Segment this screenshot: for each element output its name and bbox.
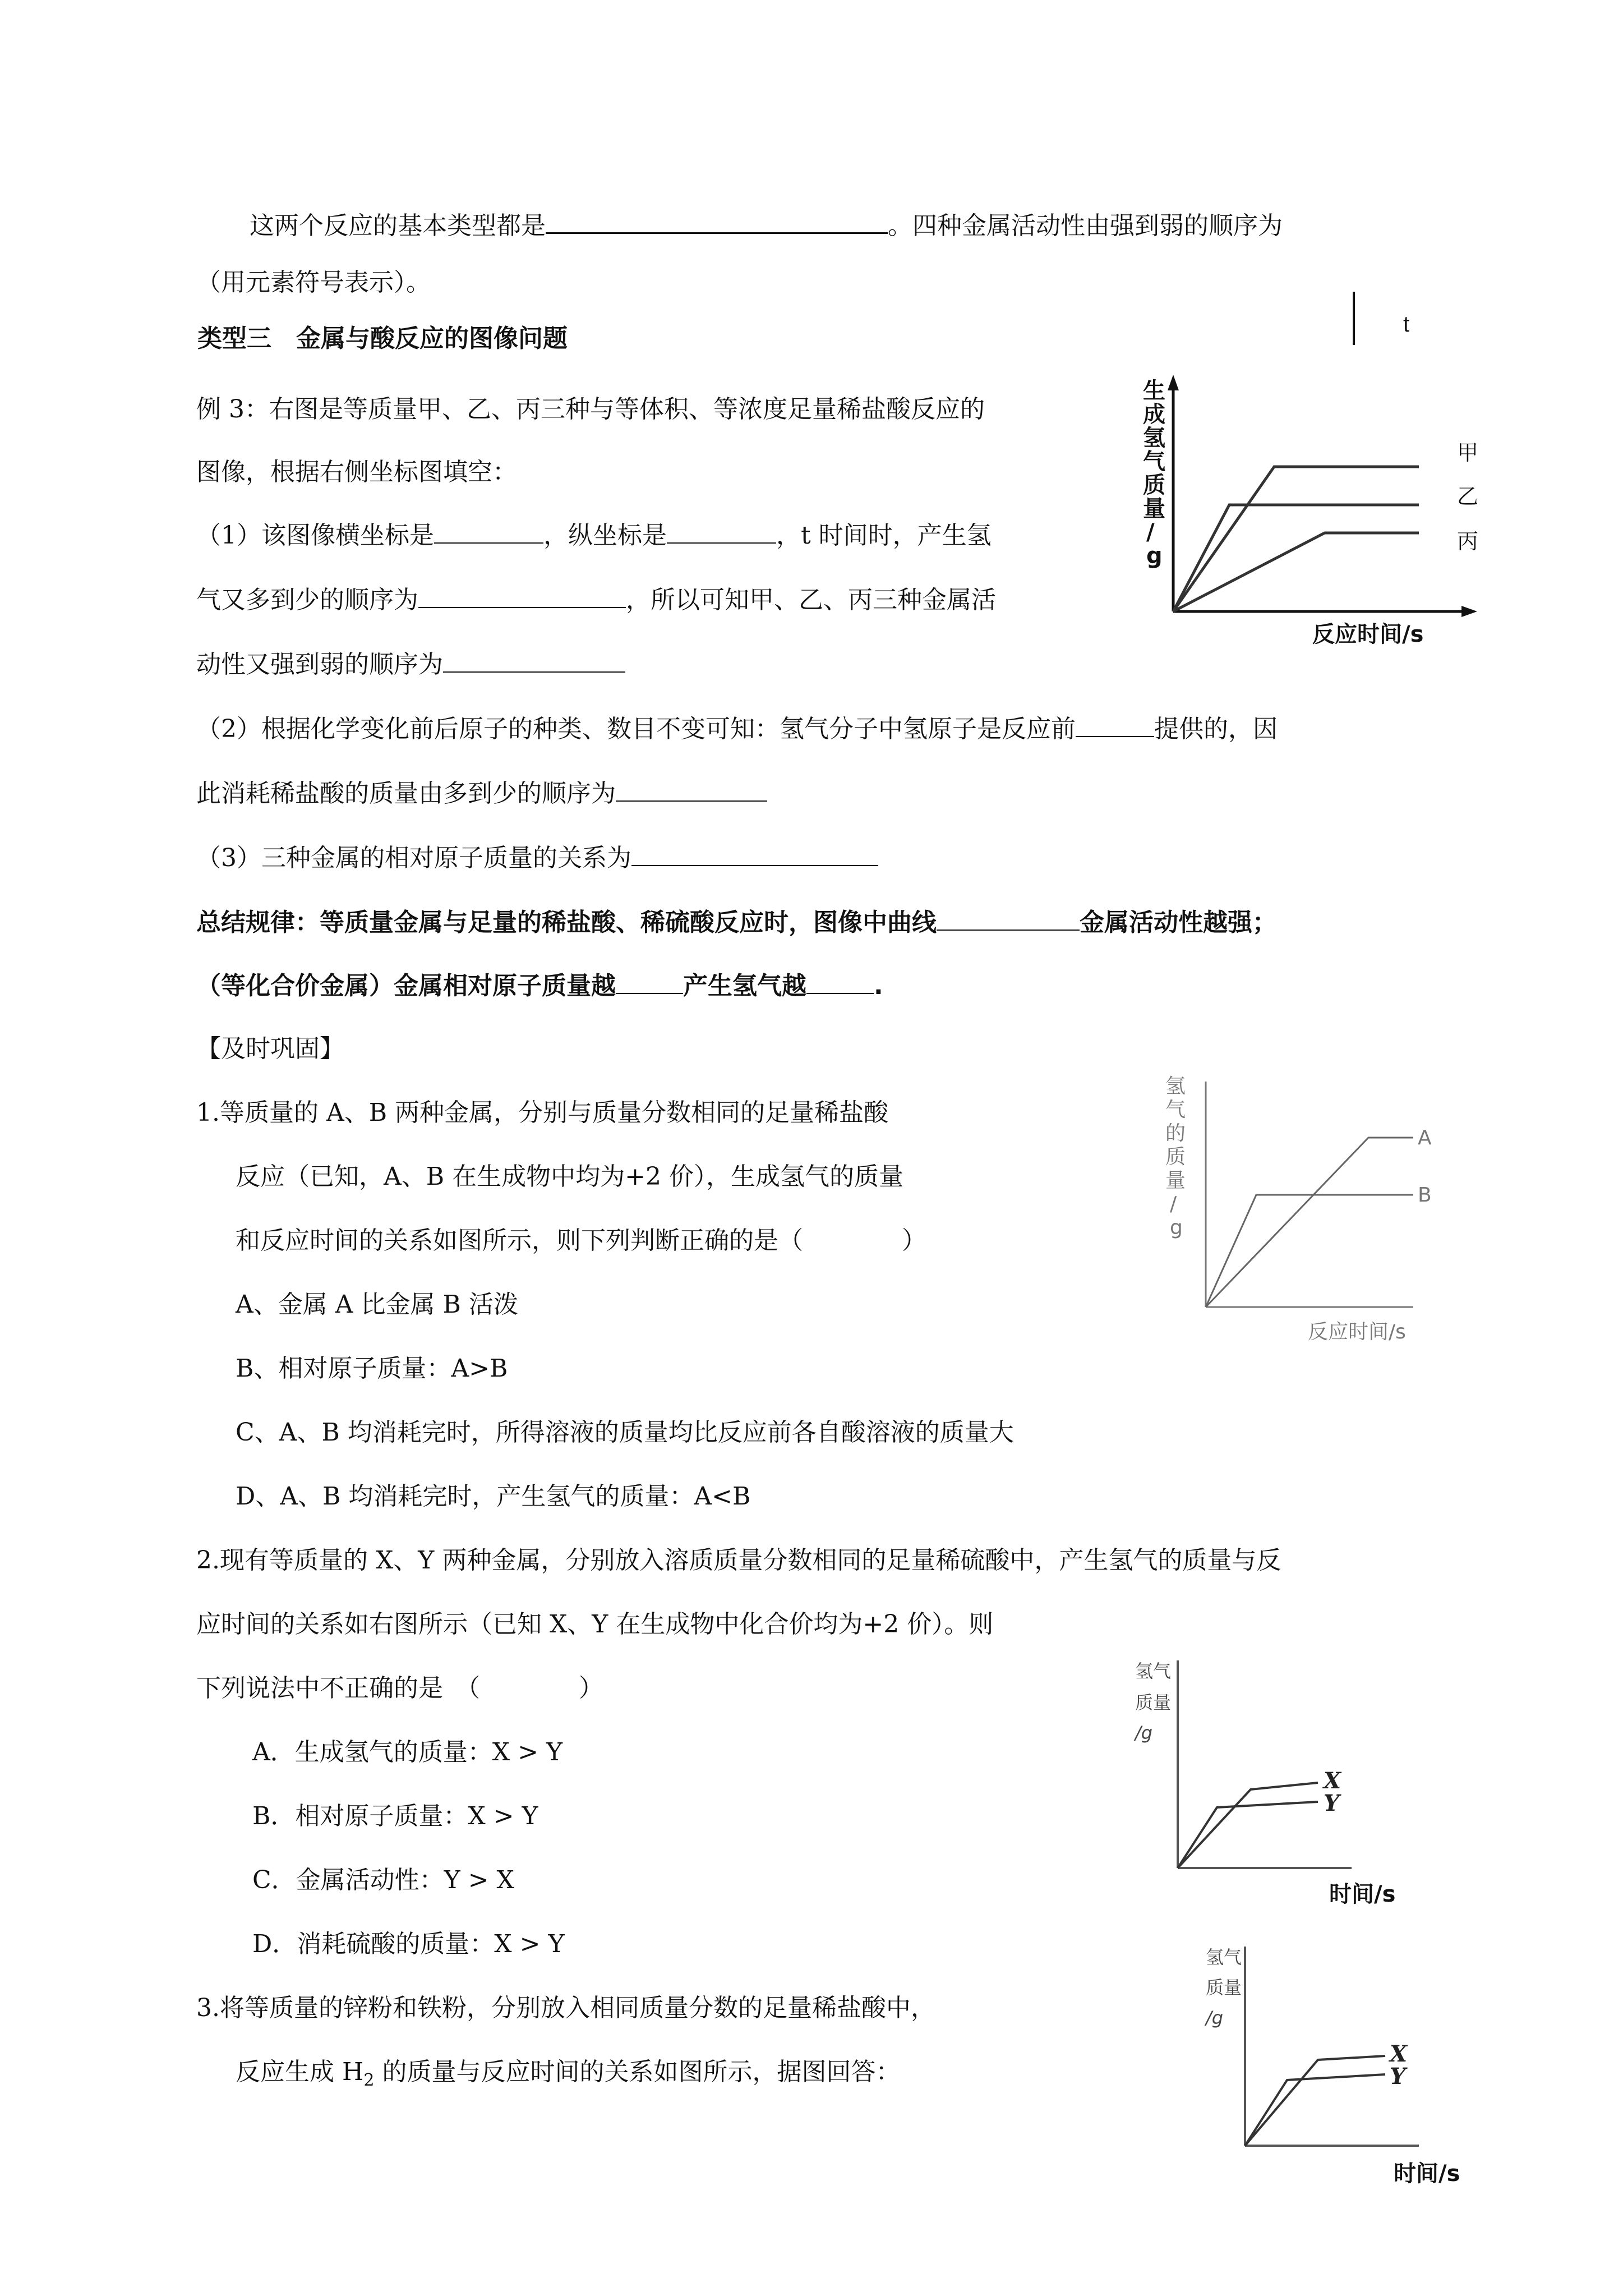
q1-line-1 [196, 519, 992, 553]
answer-blank[interactable] [418, 583, 626, 608]
summary-text-1a: 总结规律：等质量金属与足量的稀盐酸、稀硫酸反应时，图像中曲线 [196, 908, 937, 937]
legend-a: A [1418, 1126, 1432, 1149]
c-q1-line-3: 和反应时间的关系如图所示，则下列判断正确的是（ ） [236, 1226, 926, 1255]
q3-line [196, 841, 878, 875]
c-q2-line-3: 下列说法中不正确的是 （ ） [196, 1674, 603, 1703]
legend-y: Y [1390, 2063, 1406, 2090]
q2-text-c: 此消耗稀盐酸的质量由多到少的顺序为 [196, 779, 616, 808]
consolidate-heading: 【及时巩固】 [196, 1034, 344, 1063]
answer-blank[interactable] [443, 648, 625, 673]
y-label-line: 氢气 [1135, 1660, 1172, 1682]
c-q1-option-a[interactable]: A、金属 A 比金属 B 活泼 [236, 1290, 518, 1319]
y-label-char: 氢 [1165, 1075, 1186, 1098]
example-line-2: 图像，根据右侧坐标图填空： [196, 458, 517, 486]
curve-y [1245, 2074, 1385, 2146]
y-label-line: /g [1135, 1722, 1153, 1743]
summary-text-1b: 金属活动性越强； [1080, 908, 1277, 937]
answer-blank[interactable] [806, 969, 874, 994]
answer-blank[interactable] [1076, 712, 1154, 737]
legend-x: X [1324, 1768, 1341, 1794]
c-q2-line-1: 2.现有等质量的 X、Y 两种金属，分别放入溶质质量分数相同的足量稀硫酸中，产生氢气的质量与反 [196, 1546, 1281, 1575]
q1-text-c: ，t 时间时，产生氢 [776, 521, 992, 550]
y-label-char: 质 [1165, 1145, 1186, 1168]
summary-line-2 [196, 969, 883, 1003]
y-label-char: 气 [1165, 1098, 1186, 1121]
c-q2-option-b[interactable]: B．相对原子质量：X > Y [252, 1802, 538, 1830]
x-axis-label: 时间/s [1329, 1881, 1396, 1907]
x-axis-label: 反应时间/s [1312, 622, 1424, 647]
y-label-char: 量 [1143, 496, 1165, 522]
section-title: 类型三 金属与酸反应的图像问题 [197, 324, 568, 353]
q1-text-b: ，纵坐标是 [543, 521, 667, 550]
q1-text-d: 气又多到少的顺序为 [196, 586, 418, 614]
y-label-char: 生 [1143, 378, 1165, 404]
c-q1-line-1: 1.等质量的 A、B 两种金属，分别与质量分数相同的足量稀盐酸 [196, 1098, 889, 1127]
answer-blank[interactable] [667, 519, 776, 544]
answer-blank[interactable] [937, 906, 1080, 931]
summary-text-2c: . [874, 972, 883, 1000]
figure-3-graph [1116, 1649, 1453, 1913]
h2-subscript: 2 [363, 2070, 375, 2090]
c-q2-line-2: 应时间的关系如右图所示（已知 X、Y 在生成物中化合价均为+2 价）。则 [196, 1610, 994, 1639]
y-label-char: 的 [1165, 1122, 1186, 1145]
c-q3-text-a: 反应生成 H [236, 2058, 364, 2086]
q1-text-a: （1）该图像横坐标是 [196, 521, 434, 550]
y-label-line: 氢气 [1206, 1947, 1242, 1968]
x-axis-arrow [1461, 606, 1477, 617]
q3-text: （3）三种金属的相对原子质量的关系为 [196, 844, 631, 872]
legend-bing: 丙 [1457, 529, 1479, 554]
figure-4-graph [1183, 1930, 1520, 2193]
c-q2-option-a[interactable]: A．生成氢气的质量：X > Y [252, 1738, 562, 1766]
y-label-line: 质量 [1206, 1977, 1242, 1998]
legend-y: Y [1324, 1790, 1340, 1816]
curve-y [1178, 1802, 1318, 1868]
intro-line-2 [196, 266, 431, 300]
y-axis-arrow [1168, 375, 1179, 390]
c-q3-line-2 [236, 2055, 900, 2097]
q1-line-3 [196, 648, 625, 682]
curve-a [1206, 1138, 1413, 1307]
c-q2-option-c[interactable]: C．金属活动性：Y > X [252, 1866, 514, 1894]
y-label-char: 质 [1143, 472, 1165, 498]
y-label-char: 成 [1143, 402, 1165, 427]
c-q3-text-b: 的质量与反应时间的关系如图所示，据图回答： [374, 2058, 901, 2086]
answer-blank[interactable] [616, 777, 767, 802]
answer-blank[interactable] [631, 841, 878, 866]
example-line-1: 例 3：右图是等质量甲、乙、丙三种与等体积、等浓度足量稀盐酸反应的 [196, 395, 985, 424]
curve-b [1206, 1195, 1413, 1307]
q2-text-b: 提供的，因 [1154, 715, 1278, 743]
c-q1-option-d[interactable]: D、A、B 均消耗完时，产生氢气的质量：A<B [236, 1482, 751, 1511]
c-q2-option-d[interactable]: D．消耗硫酸的质量：X > Y [252, 1930, 565, 1958]
q2-text-a: （2）根据化学变化前后原子的种类、数目不变可知：氢气分子中氢原子是反应前 [196, 715, 1076, 743]
y-label-char: 量 [1165, 1169, 1186, 1192]
intro-text-2: （用元素符号表示）。 [196, 268, 431, 297]
figure-2-graph [1150, 1066, 1464, 1346]
q1-text-e: ，所以可知甲、乙、丙三种金属活 [626, 586, 996, 614]
answer-blank[interactable] [546, 209, 888, 234]
q2-line-1 [196, 712, 1278, 746]
y-label-char: g [1146, 543, 1163, 569]
vertical-bar [1353, 292, 1355, 345]
answer-blank[interactable] [434, 519, 543, 544]
curve-bing [1173, 533, 1419, 611]
c-q1-option-c[interactable]: C、A、B 均消耗完时，所得溶液的质量均比反应前各自酸溶液的质量大 [236, 1418, 1014, 1447]
y-label-char: / [1170, 1193, 1177, 1216]
q2-line-2 [196, 777, 767, 811]
c-q1-line-2: 反应（已知，A、B 在生成物中均为+2 价），生成氢气的质量 [236, 1162, 903, 1191]
summary-text-2a: （等化合价金属）金属相对原子质量越 [196, 972, 616, 1000]
summary-text-2b: 产生氢气越 [683, 972, 806, 1000]
intro-line-1 [250, 209, 1283, 243]
intro-text-1a: 这两个反应的基本类型都是 [250, 211, 546, 240]
figure-1-graph [1127, 370, 1497, 662]
legend-yi: 乙 [1457, 484, 1479, 509]
curve-x [1245, 2056, 1385, 2146]
y-label-char: 气 [1143, 449, 1165, 475]
y-label-line: /g [1206, 2007, 1224, 2028]
y-label-char: / [1146, 519, 1155, 545]
y-label-char: 氢 [1143, 425, 1165, 451]
intro-text-1b: 。四种金属活动性由强到弱的顺序为 [888, 211, 1283, 240]
t-mark: t [1403, 312, 1410, 337]
y-label-char: g [1170, 1216, 1183, 1239]
c-q3-line-1: 3.将等质量的锌粉和铁粉，分别放入相同质量分数的足量稀盐酸中， [196, 1994, 935, 2022]
summary-line-1 [196, 906, 1277, 940]
c-q1-option-b[interactable]: B、相对原子质量：A>B [236, 1354, 508, 1383]
curve-x [1178, 1783, 1318, 1868]
legend-b: B [1418, 1184, 1432, 1207]
legend-jia: 甲 [1457, 440, 1479, 465]
x-axis-label: 反应时间/s [1308, 1320, 1406, 1343]
x-axis-label: 时间/s [1394, 2161, 1460, 2187]
y-label-line: 质量 [1135, 1692, 1172, 1713]
answer-blank[interactable] [616, 969, 683, 994]
q1-text-f: 动性又强到弱的顺序为 [196, 650, 443, 679]
q1-line-2 [196, 583, 996, 617]
legend-x: X [1390, 2041, 1408, 2067]
